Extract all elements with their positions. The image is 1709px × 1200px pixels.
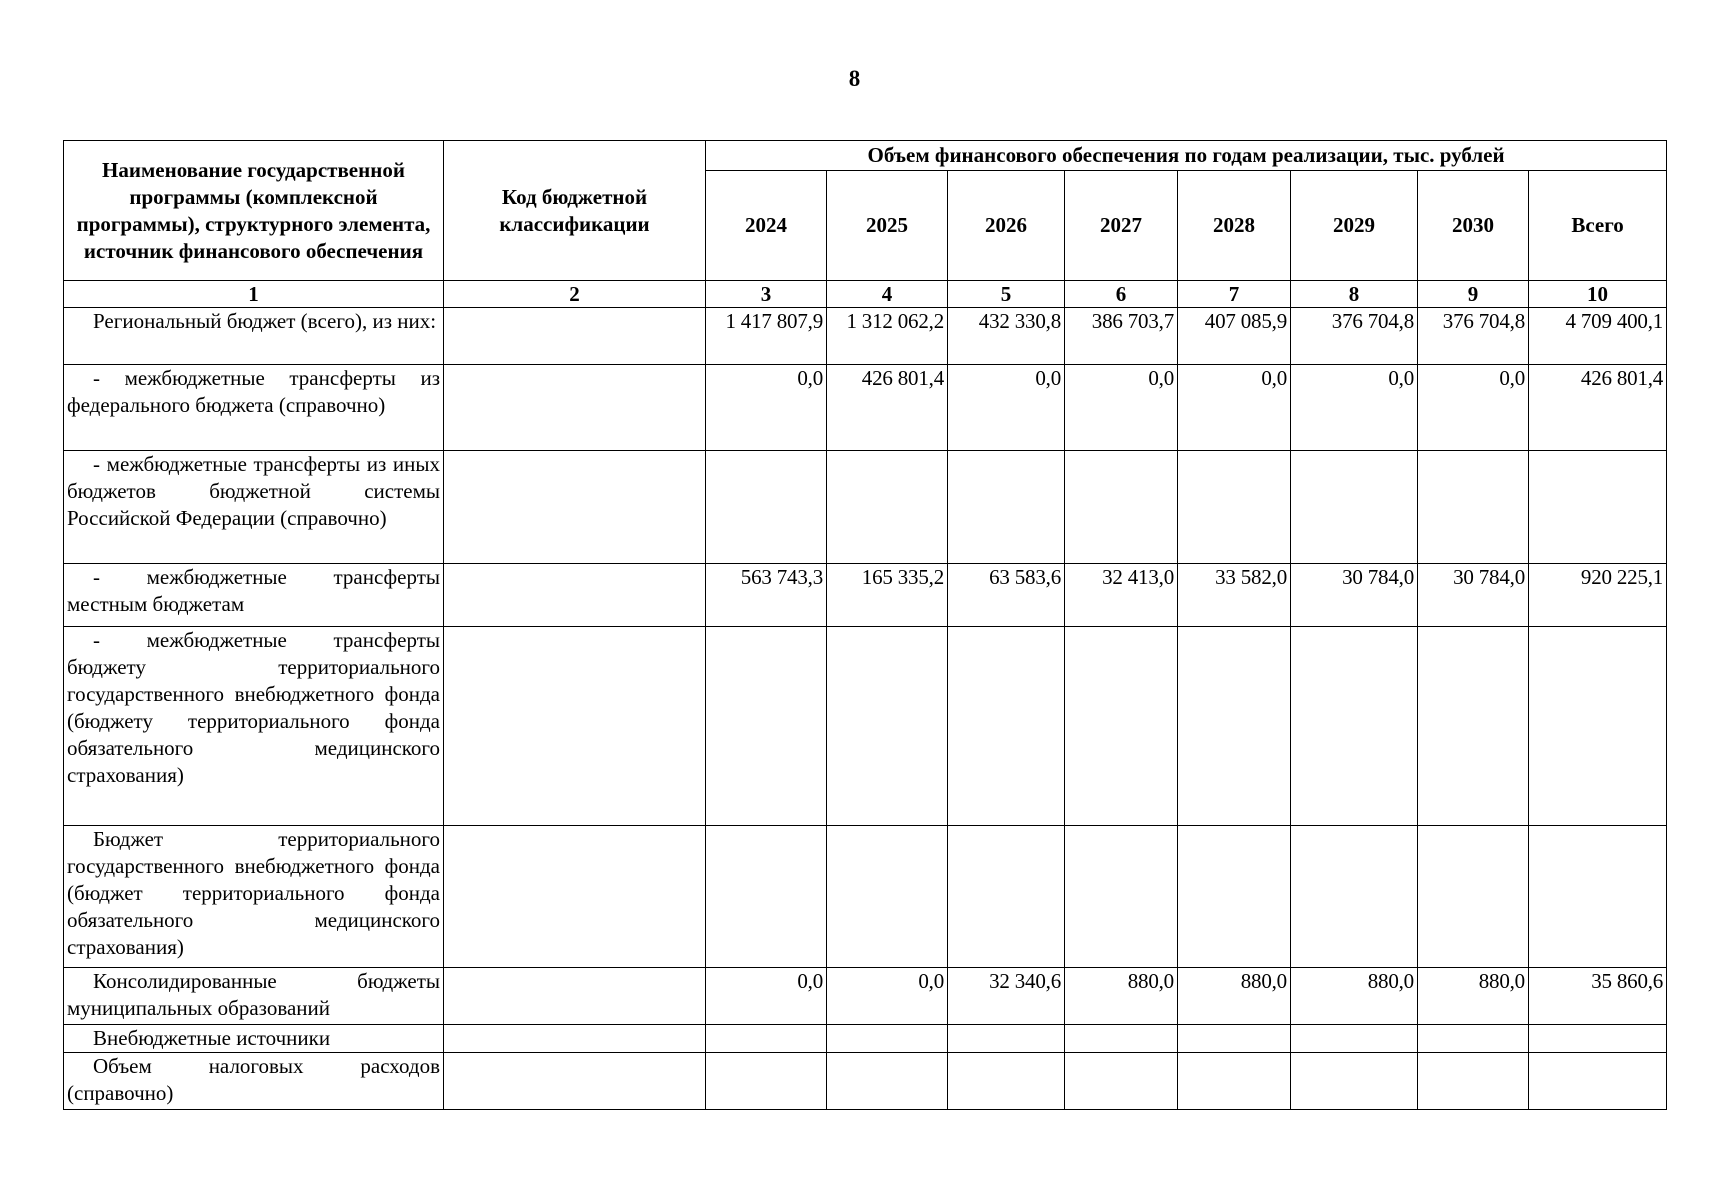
row-value [1178, 826, 1291, 968]
row-total: 426 801,4 [1529, 364, 1667, 450]
row-value: 880,0 [1418, 968, 1529, 1025]
row-code [444, 968, 706, 1025]
row-value: 407 085,9 [1178, 308, 1291, 365]
column-numbers-row [64, 281, 1667, 308]
page-number: 8 [848, 66, 861, 91]
row-code [444, 826, 706, 968]
header-year: 2025 [827, 171, 948, 281]
row-code [444, 1024, 706, 1052]
row-value [1418, 627, 1529, 826]
row-name: Региональный бюджет (всего), из них: [64, 308, 444, 365]
table-row [64, 968, 1667, 1025]
row-value [1291, 1024, 1418, 1052]
row-value: 386 703,7 [1065, 308, 1178, 365]
table-row [64, 364, 1667, 450]
row-value [948, 450, 1065, 564]
table-row [64, 308, 1667, 365]
table-row [64, 627, 1667, 826]
row-value: 0,0 [706, 968, 827, 1025]
row-value: 1 417 807,9 [706, 308, 827, 365]
row-value [706, 450, 827, 564]
row-value: 880,0 [1291, 968, 1418, 1025]
row-code [444, 450, 706, 564]
row-name: Объем налоговых расходов (справочно) [64, 1053, 444, 1110]
header-year: 2028 [1178, 171, 1291, 281]
row-name: Бюджет территориального государственного внебюджетного фонда (бюджет территориального фонда обязательного медицинского страхования) [64, 826, 444, 968]
row-value [1291, 450, 1418, 564]
header-total: Всего [1529, 171, 1667, 281]
row-value: 426 801,4 [827, 364, 948, 450]
row-value: 33 582,0 [1178, 564, 1291, 627]
row-name: Внебюджетные источники [64, 1024, 444, 1052]
row-value: 32 413,0 [1065, 564, 1178, 627]
column-number: 7 [1178, 281, 1291, 308]
row-value: 432 330,8 [948, 308, 1065, 365]
row-value [1178, 1024, 1291, 1052]
row-value: 0,0 [1418, 364, 1529, 450]
column-number: 5 [948, 281, 1065, 308]
row-value [948, 826, 1065, 968]
column-number: 6 [1065, 281, 1178, 308]
table-row [64, 564, 1667, 627]
row-total: 35 860,6 [1529, 968, 1667, 1025]
row-total [1529, 1024, 1667, 1052]
row-value [1065, 627, 1178, 826]
row-value: 0,0 [1291, 364, 1418, 450]
table-row [64, 826, 1667, 968]
header-year: 2026 [948, 171, 1065, 281]
row-value: 0,0 [1065, 364, 1178, 450]
row-code [444, 564, 706, 627]
row-value [706, 627, 827, 826]
row-value: 376 704,8 [1418, 308, 1529, 365]
header-year: 2029 [1291, 171, 1418, 281]
row-value [1065, 826, 1178, 968]
row-value: 32 340,6 [948, 968, 1065, 1025]
row-value: 376 704,8 [1291, 308, 1418, 365]
row-value [1065, 1024, 1178, 1052]
row-name: Консолидированные бюджеты муниципальных образований [64, 968, 444, 1025]
row-total [1529, 450, 1667, 564]
row-total [1529, 826, 1667, 968]
row-value [1178, 1053, 1291, 1110]
row-value [1178, 450, 1291, 564]
row-value [827, 1053, 948, 1110]
row-value [1418, 826, 1529, 968]
row-value: 563 743,3 [706, 564, 827, 627]
table-row [64, 450, 1667, 564]
row-value [1065, 450, 1178, 564]
row-name: - межбюджетные трансферты бюджету территориального государственного внебюджетного фонда (бюджету территориального фонда обязательного медицинского страхования) [64, 627, 444, 826]
header-year: 2030 [1418, 171, 1529, 281]
row-value [948, 627, 1065, 826]
row-code [444, 1053, 706, 1110]
row-value: 880,0 [1065, 968, 1178, 1025]
row-value [1291, 826, 1418, 968]
row-name: - межбюджетные трансферты из иных бюджетов бюджетной системы Российской Федерации (справочно) [64, 450, 444, 564]
table-row [64, 1024, 1667, 1052]
header-financing-group: Объем финансового обеспечения по годам реализации, тыс. рублей [706, 141, 1667, 171]
row-value [827, 627, 948, 826]
row-name: - межбюджетные трансферты местным бюджетам [64, 564, 444, 627]
row-value [1065, 1053, 1178, 1110]
header-code-column: Код бюджетной классификации [444, 141, 706, 281]
row-value: 0,0 [706, 364, 827, 450]
row-value: 30 784,0 [1291, 564, 1418, 627]
column-number: 3 [706, 281, 827, 308]
row-value: 0,0 [948, 364, 1065, 450]
row-name: - межбюджетные трансферты из федерального бюджета (справочно) [64, 364, 444, 450]
row-code [444, 627, 706, 826]
column-number: 4 [827, 281, 948, 308]
row-value [706, 826, 827, 968]
row-value: 880,0 [1178, 968, 1291, 1025]
row-total [1529, 1053, 1667, 1110]
row-value [827, 826, 948, 968]
header-year: 2024 [706, 171, 827, 281]
row-code [444, 308, 706, 365]
table-row [64, 1053, 1667, 1110]
row-value: 63 583,6 [948, 564, 1065, 627]
row-value: 0,0 [1178, 364, 1291, 450]
row-value [706, 1053, 827, 1110]
row-total [1529, 627, 1667, 826]
row-value [1418, 1024, 1529, 1052]
row-value [1418, 450, 1529, 564]
row-value [1178, 627, 1291, 826]
column-number: 2 [444, 281, 706, 308]
row-value [827, 450, 948, 564]
financing-table [63, 140, 1667, 1110]
row-value: 30 784,0 [1418, 564, 1529, 627]
row-value [706, 1024, 827, 1052]
row-value: 165 335,2 [827, 564, 948, 627]
row-code [444, 364, 706, 450]
header-name-column: Наименование государственной программы (комплексной программы), структурного элемента, источник финансового обеспечения [64, 141, 444, 281]
row-value [827, 1024, 948, 1052]
row-value [1291, 1053, 1418, 1110]
header-year: 2027 [1065, 171, 1178, 281]
column-number: 1 [64, 281, 444, 308]
row-total: 920 225,1 [1529, 564, 1667, 627]
row-value [1418, 1053, 1529, 1110]
row-total: 4 709 400,1 [1529, 308, 1667, 365]
row-value: 1 312 062,2 [827, 308, 948, 365]
column-number: 8 [1291, 281, 1418, 308]
column-number: 10 [1529, 281, 1667, 308]
row-value: 0,0 [827, 968, 948, 1025]
row-value [948, 1053, 1065, 1110]
row-value [1291, 627, 1418, 826]
column-number: 9 [1418, 281, 1529, 308]
row-value [948, 1024, 1065, 1052]
